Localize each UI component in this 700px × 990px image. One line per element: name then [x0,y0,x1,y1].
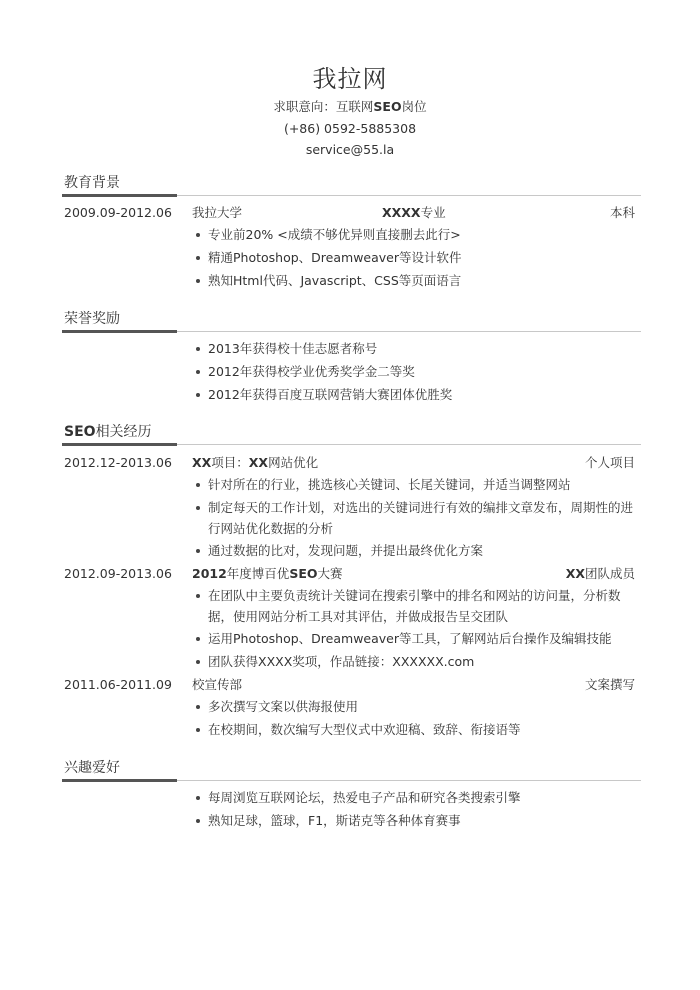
major: XXXX专业 [382,205,446,220]
project-name: 2012年度博百优SEO大赛 [192,566,343,581]
list-item: 制定每天的工作计划，对选出的关键词进行有效的编排文章发布，周期性的进行网站优化数据的分析 [192,497,641,540]
role: XX团队成员 [565,566,635,581]
entry-date: 2009.09-2012.06 [64,205,172,220]
list-item: 专业前20% <成绩不够优异则直接删去此行> [192,224,641,247]
job-intent: 求职意向：互联网SEO岗位 [273,99,427,114]
section-title: 教育背景 [64,175,120,191]
section-divider-accent [62,779,177,782]
list-item: 团队获得XXXX奖项，作品链接：XXXXXX.com [192,651,641,674]
experience-entry [62,674,641,742]
section-divider [177,444,641,445]
phone-number: (+86) 0592-5885308 [283,121,417,136]
section-header [62,759,641,781]
list-item: 运用Photoshop、Dreamweaver等工具，了解网站后台操作及编辑技能 [192,628,641,651]
section-divider [177,195,641,196]
entry-header [62,563,641,585]
list-item: 在校期间，数次编写大型仪式中欢迎稿、致辞、衔接语等 [192,719,641,742]
entry-header [62,202,641,224]
section-header [62,423,641,445]
list-item: 每周浏览互联网论坛，热爱电子产品和研究各类搜索引擎 [192,787,641,810]
list-item: 通过数据的比对，发现问题，并提出最终优化方案 [192,540,641,563]
awards-section [62,310,641,407]
education-section [62,174,641,293]
list-item: 多次撰写文案以供海报使用 [192,696,641,719]
entry-bullets [62,224,641,293]
entry-date: 2011.06-2011.09 [64,677,172,692]
list-item: 熟知Html代码、Javascript、CSS等页面语言 [192,270,641,293]
entry-date: 2012.12-2013.06 [64,455,172,470]
list-item: 熟知足球，篮球，F1，斯诺克等各种体育赛事 [192,810,641,833]
list-item: 2012年获得校学业优秀奖学金二等奖 [192,361,641,384]
entry-bullets [62,474,641,563]
section-header [62,310,641,332]
list-item: 精通Photoshop、Dreamweaver等设计软件 [192,247,641,270]
project-name: 校宣传部 [192,677,243,692]
section-title: 荣誉奖励 [64,311,120,327]
experience-entry [62,452,641,563]
list-item: 在团队中主要负责统计关键词在搜索引擎中的排名和网站的访问量，分析数据，使用网站分析工具对其评估，并做成报告呈交团队 [192,585,641,628]
section-title: SEO相关经历 [64,424,152,440]
role: 个人项目 [584,455,635,470]
resume-header [0,62,700,160]
role: 文案撰写 [584,677,635,692]
award-list [62,338,641,407]
hobbies-section [62,759,641,833]
school-name: 我拉大学 [192,205,243,220]
email-address: service@55.la [305,142,395,157]
list-item: 针对所在的行业，挑选核心关键词、长尾关键词，并适当调整网站 [192,474,641,497]
list-item: 2013年获得校十佳志愿者称号 [192,338,641,361]
section-divider-accent [62,443,177,446]
entry-bullets [62,696,641,742]
entry-bullets [62,585,641,674]
entry-header [62,452,641,474]
education-entry [62,202,641,293]
candidate-name: 我拉网 [312,65,388,93]
section-header [62,174,641,196]
section-divider [177,331,641,332]
section-divider-accent [62,194,177,197]
section-divider [177,780,641,781]
project-name: XX项目：XX网站优化 [192,455,319,470]
entry-header [62,674,641,696]
section-title: 兴趣爱好 [64,760,120,776]
entry-date: 2012.09-2013.06 [64,566,172,581]
degree: 本科 [609,205,635,220]
experience-entry [62,563,641,674]
list-item: 2012年获得百度互联网营销大赛团体优胜奖 [192,384,641,407]
section-divider-accent [62,330,177,333]
seo-experience-section [62,423,641,742]
hobby-list [62,787,641,833]
